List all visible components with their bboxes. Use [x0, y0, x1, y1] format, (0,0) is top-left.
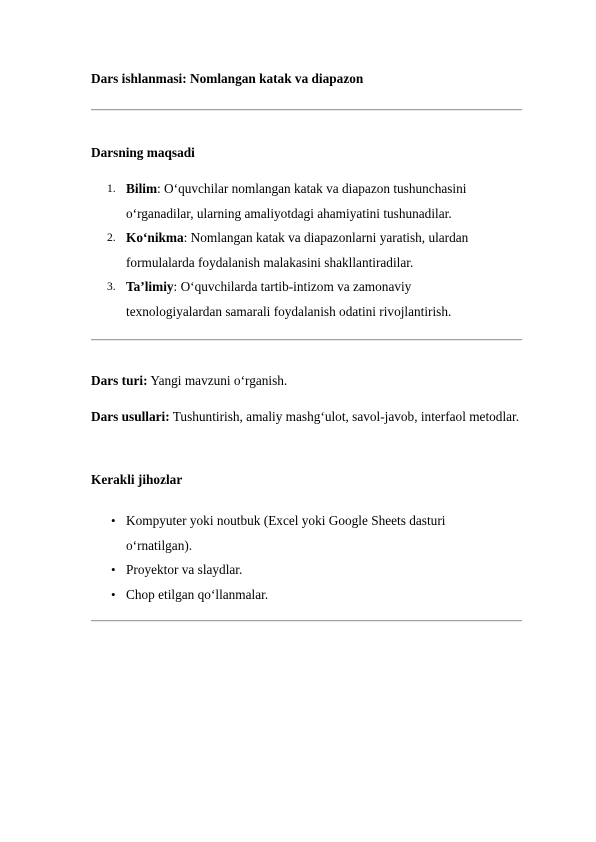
objectives-heading: Darsning maqsadi: [91, 145, 195, 160]
objective-label: Ta’limiy: [126, 279, 174, 294]
lesson-methods-label: Dars usullari:: [91, 409, 170, 424]
lesson-type: [91, 369, 522, 393]
objective-text: : O‘quvchilar nomlangan katak va diapazon tushunchasini o‘rganadilar, ularning amaliyotdagi ahamiyatini tushunadilar.: [126, 181, 467, 221]
horizontal-rule: [91, 109, 522, 111]
objective-text: : O‘quvchilarda tartib-intizom va zamonaviy texnologiyalardan samarali foydalanish odatini rivojlantirish.: [126, 279, 452, 319]
bullet-icon: •: [111, 562, 116, 577]
lesson-methods: [91, 405, 522, 429]
objectives-list: [91, 177, 522, 324]
objective-label: Ko‘nikma: [126, 230, 184, 245]
objective-text: : Nomlangan katak va diapazonlarni yaratish, ulardan formulalarda foydalanish malakasini shakllantiradilar.: [126, 230, 469, 270]
list-number: 1.: [107, 183, 116, 195]
lesson-type-value: Yangi mavzuni o‘rganish.: [147, 373, 288, 388]
lesson-methods-value: Tushuntirish, amaliy mashg‘ulot, savol-javob, interfaol metodlar.: [169, 409, 520, 424]
document-title: Dars ishlanmasi: Nomlangan katak va diapazon: [91, 71, 364, 86]
lesson-type-label: Dars turi:: [91, 373, 148, 388]
equipment-text: Proyektor va slaydlar.: [126, 562, 243, 577]
equipment-text: Chop etilgan qo‘llanmalar.: [126, 586, 269, 602]
horizontal-rule: [91, 620, 522, 622]
objective-item: [91, 177, 496, 226]
equipment-text: Kompyuter yoki noutbuk (Excel yoki Google Sheets dasturi o‘rnatilgan).: [126, 513, 446, 553]
objective-item: [91, 226, 496, 275]
bullet-icon: •: [111, 513, 116, 528]
horizontal-rule: [91, 339, 522, 341]
equipment-heading: Kerakli jihozlar: [91, 472, 183, 487]
list-number: 2.: [107, 232, 116, 244]
equipment-list: [91, 509, 522, 607]
objective-label: Bilim: [126, 181, 158, 196]
equipment-item: [91, 558, 496, 583]
list-number: 3.: [107, 281, 116, 293]
equipment-item: [91, 583, 496, 608]
bullet-icon: •: [111, 586, 116, 602]
equipment-item: [91, 509, 496, 558]
objective-item: [91, 275, 496, 324]
